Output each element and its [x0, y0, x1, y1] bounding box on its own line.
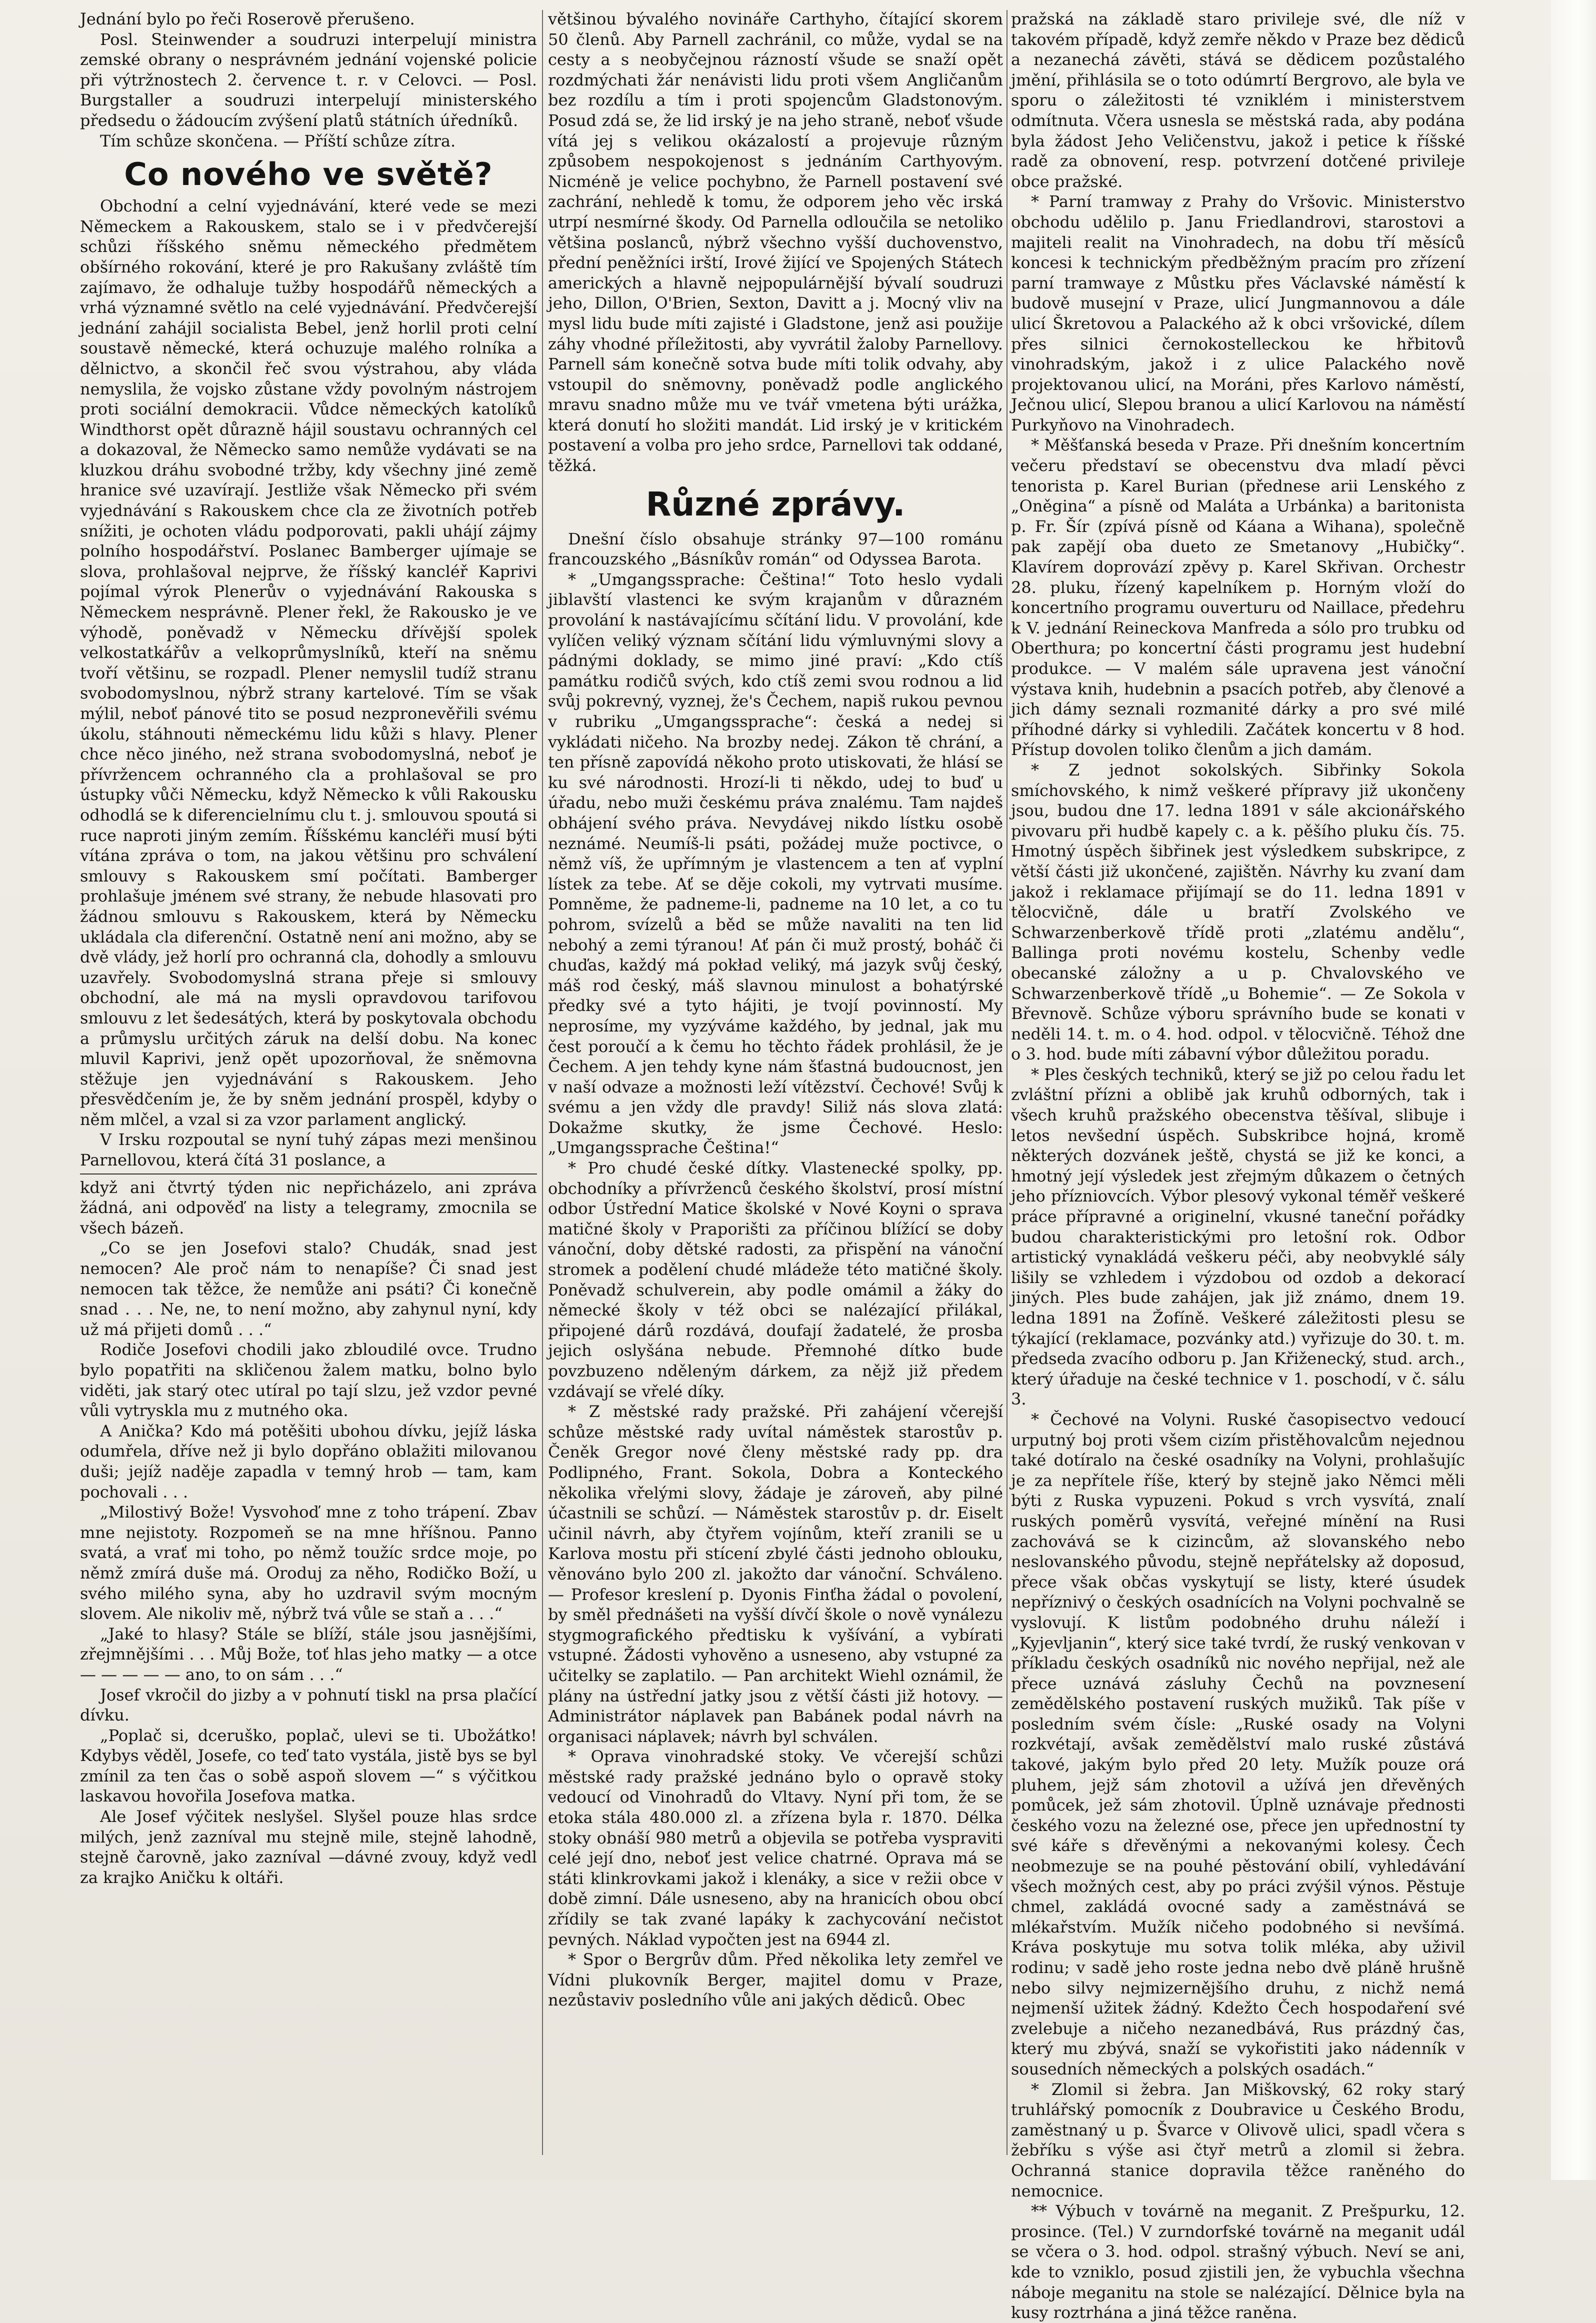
column1-top: [80, 9, 537, 151]
news-item: * Spor o Bergrův dům. Před několika lety zemřel ve Vídni plukovník Berger, majitel domu v Praze, nezůstaviv posledního vůle ani jakých dědiců. Obec: [548, 1950, 1003, 2010]
section-heading: Různé zprávy.: [646, 484, 906, 524]
news-item: * Měšťanská beseda v Praze. Při dnešním koncertním večeru představí se obecenstvu dva mladí pěvci tenorista p. Karel Burian (přednese arii Lenského z „Oněgina“ a písně od Maláta a Urbánka) a baritonista p. Fr. Šír (zpívá písně od Káana a Wihana), společně pak zapějí oba dueto ze Smetanovy „Hubičky“. Klavírem doprovází zpěvy p. Karel Skřivan. Orchestr 28. pluku, řízený kapelníkem p. Horným vloží do koncertního programu ouverturu od Naillace, předehru k V. jednání Reineckova Manfreda a sólo pro trubku od Oberthura; po koncertní části programu jest hudební produkce. — V malém sále upravena jest vánoční výstava knih, hudebnin a psacích potřeb, aby členové a jich dámy seznali rozmanité dárky a pro své milé příhodné dárky si vyhledili. Začátek koncertu v 8 hod. Přístup dovolen toliko členům a jich damám.: [1011, 436, 1465, 760]
news-item: * Parní tramway z Prahy do Vršovic. Ministerstvo obchodu udělilo p. Janu Friedlandrovi, starostovi a majiteli realit na Vinohradech, na dobu tří měsíců koncesi k technickým předběžným pracím pro zřízení parní tramwaye z Můstku přes Václavské náměstí k budově musejní v Praze, ulicí Jungmannovou a dále ulicí Škretovou a Palackého až k obci vršovické, dílem přes silnici černokostelleckou ke hřbitovů vinohradským, jakož i z ulice Palackého nově projektovanou ulicí, na Moráni, přes Karlovo náměstí, Ječnou ulicí, Slepou branou a ulicí Karlovou na náměstí Purkyňovo na Vinohradech.: [1011, 192, 1465, 434]
paragraph: „Milostivý Bože! Vysvohoď mne z toho trápení. Zbav mne nejistoty. Rozpomeň se na mne hříšnou. Panno svatá, a vrať mi toho, po němž toužíc srdce moje, po němž zmírá duše má. Oroduj za něho, Rodičko Boží, u svého milého syna, aby ho uzdravil svým mocným slovem. Ale nikoliv mě, nýbrž tvá vůle se staň a . . .“: [80, 1502, 537, 1624]
paragraph: Dnešní číslo obsahuje stránky 97—100 románu francouzského „Básníkův román“ od Odyssea Barota.: [548, 529, 1003, 569]
paragraph: Tím schůze skončena. — Příští schůze zítra.: [100, 131, 456, 150]
column-divider: [542, 10, 543, 2155]
paragraph: Posl. Steinwender a soudruzi interpelují ministra zemské obrany o nesprávném jednání vojenské policie při výtržnostech 2. července t. r. v Celovci. — Posl. Burgstaller a soudruzi interpelují ministerského předsedu o žádoucím zvýšení platů státních úředníků.: [80, 30, 537, 130]
paragraph: Ale Josef výčitek neslyšel. Slyšel pouze hlas srdce milých, jenž zazníval mu stejně mile, stejně lahodně, stejně čarovně, jako zazníval —dávné zvouy, když vedl za krajko Aničku k oltáři.: [80, 1807, 537, 1887]
news-item: * Ples českých techniků, který se již po celou řadu let zvláštní přízni a oblibě jak kruhů odborných, tak i všech kruhů pražského obecenstva těšíval, slibuje i letos nevšední úspěch. Subskribce hojná, kromě některých dozvánek ještě, chystá se již ke konci, a hmotný její výsledek jest zřejmým důkazem o četných jeho přízniovcích. Výbor plesový vykonal téměř veškeré práce přípravné a originelní, vkusné taneční pořádky budou charakteristickými pro letošní rok. Odbor artistický vynakládá veškeru péči, aby neobvyklé sály lišily se vzhledem i výzdobou od ozdob a dekorací jiných. Ples bude zahájen, jak již známo, dnem 19. ledna 1891 na Žofíně. Veškeré záležitosti plesu se týkající (reklamace, pozvánky atd.) vyřizuje do 30. t. m. předseda zvacího odboru p. Jan Křiženecký, stud. arch., který úřaduje na české technice v 1. poschodí, v č. sálu 3.: [1011, 1064, 1465, 1409]
paragraph: „Jaké to hlasy? Stále se blíží, stále jsou jasnějšími, zřejmnějšími . . . Můj Bože, toť hlas jeho matky — a otce — — — — — ano, to on sám . . .“: [80, 1624, 537, 1684]
news-item: * Z městské rady pražské. Při zahájení včerejší schůze městské rady uvítal náměstek starostův p. Čeněk Gregor nové členy městské rady pp. dra Podlipného, Frant. Sokola, Dobra a Konteckého několika vřelými slovy, žádaje je zároveň, aby pilné účastnili se schůzí. — Náměstek starostův p. dr. Eiselt učinil návrh, aby čtyřem vojínům, kteří zranili se u Karlova mostu při stícení zbylé části jednoho oblouku, věnováno bylo 200 zl. jakožto dar vánoční. Schváleno. — Profesor kreslení p. Dyonis Finťha žádal o povolení, by směl přednášeti na vyšší dívčí škole o nově vynálezu stygmografického předtisku k vyšívání, a vybírati vstupné. Žádosti vyhověno a usneseno, aby vstupné za učitelky se zaplatilo. — Pan architekt Wiehl oznámil, že plány na ústřední jatky jsou z větší části již hotovy. — Administrátor náplavek pan Babánek podal návrh na organisaci náplavek; návrh byl schválen.: [548, 1402, 1003, 1746]
paragraph: většinou bývalého novináře Carthyho, čítající skorem 50 členů. Aby Parnell zachránil, co může, vydal se na cesty a s neobyčejnou rázností všude se snaží opět rozdmýchati žár nenávisti lidu proti všem Angličanům bez rozdílu a tím i proti spojencům Gladstonovým. Posud zdá se, že lid irský je na jeho straně, neboť všude vítá jej s velikou okázalostí a projevuje různým způsobem nespokojenost s jednáním Carthyovým. Nicméně je velice pochybno, že Parnell postavení své zachrání, nehledě k tomu, že odporem jeho věc irská utrpí nesmírné škody. Od Parnella odloučila se netoliko většina poslanců, nýbrž všechno vyšší duchovenstvo, přední peněžníci irští, Irové žijící ve Spojených Státech amerických a hlavně nejpopulárnější bývalí soudruzi jeho, Dillon, O'Brien, Sexton, Davitt a j. Mocný vliv na mysl lidu bude míti zajisté i Gladstone, jenž asi použije záhy vhodné příležitosti, aby vyvrátil žaloby Parnellovy. Parnell sám konečně sotva bude míti tolik odvahy, aby vstoupil do sněmovny, poněvadž podle anglického mravu snadno může mu ve tvář vmetena býti urážka, která donutí ho složiti mandát. Lid irský je v kritickém postavení a volba pro jeho srdce, Parnellovi tak oddané, těžká.: [548, 10, 1003, 476]
paragraph: V Irsku rozpoutal se nyní tuhý zápas mezi menšinou Parnellovou, která čítá 31 poslance, a: [80, 1130, 537, 1170]
news-item: * Zlomil si žebra. Jan Miškovský, 62 roky starý truhlářský pomocník z Doubravice u Českého Brodu, zaměstnaný u p. Švarce v Olivově ulici, spadl včera s žebříku s výše asi čtyř metrů a zlomil si žebra. Ochranná stanice dopravila těžce raněného do nemocnice.: [1011, 2080, 1465, 2200]
column-3: [1011, 9, 1465, 2322]
news-item: * Čechové na Volyni. Ruské časopisectvo vedoucí urputný boj proti všem cizím přistěhovalcům nejednou také dotíralo na české osadníky na Volyni, prohlašujíc je za nepřítele říše, který by stejně jako Němci měli býti z Ruska vypuzeni. Pokud s vrch vysvítá, znalí ruských poměrů vysvítá, veřejné mínění na Rusi zachovává se k cizincům, až slovanského nebo neslovanského původu, stejně nepřátelsky až doposud, přece však občas vyskytují se listy, které úsudek nepříznivý o českých osadnících na Volyni pochvalně se vyslovují. K listům podobného druhu náleží i „Kyjevljanin“, který sice také tvrdí, že ruský venkovan v příkladu českých osadníků nic nového nepřijal, než ale přece uznává zásluhy Čechů na povznesení zemědělského postavení ruských mužiků. Tak píše v posledním svém čísle: „Ruské osady na Volyni rozkvétají, avšak zemědělství malo ruské zůstává takové, jakým bylo před 20 lety. Mužík pouze orá pluhem, jejž sám zhotovil a užívá jen dřevěných pomůcek, jež sám zhotovil. Úplně uznávaje přednosti českého vozu na železné ose, přece jen upřednostní ty své káře s dřevěnými a nekovanými kolesy. Čech neobmezuje se na pouhé pěstování obilí, vyhledávání všech možných cest, aby po práci zvýšil výnos. Pěstuje chmel, zakládá ovocné sady a zaměstnává se mlékařstvím. Mužík ničeho podobného si nevšímá. Kráva poskytuje mu sotva tolik mléka, aby uživil rodinu; v sadě jeho roste jedna nebo dvě pláně hrušně nebo silvy nejmizernějšího druhu, z nichž nemá nejmenší užitek žádný. Kdežto Čech hospodaření své zvelebuje a ničeho nezanedbává, Rus prázdný čas, který mu zbývá, snaží se vykořistiti jako nádenník v sousedních německých a polských osadách.“: [1011, 1410, 1465, 2078]
paragraph: Jednání bylo po řeči Roserově přerušeno.: [80, 10, 415, 28]
paragraph: Obchodní a celní vyjednávání, které vede se mezi Německem a Rakouskem, stalo se i v předvčerejší schůzi říšského sněmu německého předmětem obšírného rokování, které je pro Rakušany zvláště tím zajímavo, že odhaluje tužby hospodářů německých a vrhá významné světlo na celé vyjednávání. Předvčerejší jednání zahájil socialista Bebel, jenž horlil proti celní soustavě německé, která ochuzuje malého rolníka a dělnictvo, a skončil řeč svou výstrahou, aby vláda nemyslila, že vojsko zůstane vždy povolným nástrojem proti sociální demokracii. Vůdce německých katolíků Windthorst opět důrazně hájil soustavu ochranných cel a dokazoval, že Německo samo nemůže vydávati se na kluzkou dráhu svobodné tržby, kdy všechny jiné země hranice své uzavírají. Jestliže však Německo při svém vyjednávání s Rakouskem chce cla ze životních potřeb snížiti, je ochoten vládu podporovati, pakli uhájí zájmy polního hospodářství. Poslanec Bamberger ujímaje se slova, prohlašoval nejprve, že říšský kancléř Kaprivi pojímal výrok Plenerův o vyjednávání Rakouska s Německem nesprávně. Plener řekl, že Rakousko je ve výhodě, poněvadž v Německu dřívější spolek velkostatkářův a velkoprůmyslníků, kteří na sněmu tvoří většinu, se rozpadl. Plener nemyslil tudíž stranu svobodomyslnou, nýbrž strany kartelové. Tím se však mýlil, neboť pánové tito se posud nezpronevěřili svému úkolu, stáhnouti německému lidu kůži s hlavy. Plener chce něco jiného, než strana svobodomyslná, neboť je přívržencem ochranného cla a prohlašoval se pro ústupky vůči Německu, když Německo k vůli Rakousku odhodlá se k diferencielnímu clu t. j. smlouvou spoutá si ruce naproti jiným zemím. Říšskému kancléři musí býti vítána zpráva o tom, na jakou většinu pro schválení smlouvy s Rakouskem smí počítati. Bamberger prohlašuje jménem své strany, že nebude hlasovati pro žádnou smlouvu s Rakouskem, která by Německu ukládala cla diferenční. Ostatně není ani možno, aby se dvě vlády, jež horlí pro ochranná cla, dohodly a smlouvu uzavřely. Svobodomyslná strana přeje si smlouvy obchodní, ale má na mysli opravdovou tarifovou smlouvu z let šedesátých, která by poskytovala obchodu a průmyslu určitých záruk na delší dobu. Na konec mluvil Kaprivi, jenž opět upozorňoval, že sněmovna stěžuje jen vyjednávání s Rakouskem. Jeho přesvědčením je, že by sněm jednání prospěl, kdyby o něm mlčel, a vzal si za vzor parlament anglický.: [80, 196, 537, 1129]
paragraph: pražská na základě staro privileje své, dle níž v takovém případě, když zemře někdo v Praze bez dědiců a nezanechá závěti, stává se dědicem pozůstalého jmění, přihlásila se o toto odúmrtí Bergrovo, ale byla ve sporu o záležitosti té vzniklém i ministerstvem odmítnuta. Včera usnesla se městská rada, aby podána byla žádost Jeho Veličenstvu, jakož i petice k říšské radě za obnovení, resp. potvrzení dotčené privileje obce pražské.: [1011, 10, 1465, 191]
paragraph: Josef vkročil do jizby a v pohnutí tiskl na prsa plačící dívku.: [80, 1685, 537, 1725]
section-heading: Co nového ve světě?: [124, 156, 493, 193]
paragraph: „Co se jen Josefovi stalo? Chudák, snad jest nemocen? Ale proč nám to nenapíše? Či snad jest nemocen tak těžce, že nemůže ani psáti? Či konečně snad . . . Ne, ne, to není možno, aby zahynul nyní, kdy už má přijeti domů . . .“: [80, 1238, 537, 1339]
news-item: * „Umgangssprache: Čeština!“ Toto heslo vydali jiblavští vlastenci ke svým krajanům v důrazném provolání k nastávajícímu sčítání lidu. V provolání, kde vylíčen veliký význam sčítání lidu výmluvnými slovy a pádnými doklady, se mimo jiné praví: „Kdo ctíš památku rodičů svých, kdo ctíš zemi svou rodnou a lid svůj pokrevný, vyznej, že's Čechem, napiš rukou pevnou v rubriku „Umgangssprache“: česká a nedej si vykládati ničeho. Na brozby nedej. Zákon tě chrání, a ten přísně zapovídá někoho proto utiskovati, že hlásí se ku své národnosti. Hrozí-li ti někdo, udej to buď u úřadu, nebo muži českému práva znalému. Tam najdeš obhájení svého práva. Nevydávej nikdo lístku osobě neznámé. Neumíš-li psáti, požádej muže poctivce, o němž víš, že upřímným je vlastencem a ten ať vyplní lístek za tebe. Ať se děje cokoli, my vytrvati musíme. Pomněme, že padneme-li, padneme na 10 let, a co tu pohrom, svízelů a běd se může navaliti na ten lid nebohý a zemi týranou! Ať pán či muž prostý, boháč či chuďas, každý má pokład veliký, má jazyk svůj český, máš rod český, máš slavnou minulost a bohatýrské předky své a tyto hájiti, je tvojí povinností. My neprosíme, my vyzýváme každého, by jednal, jak mu čest poroučí a k čemu ho těchto řádek prohlásil, že je Čechem. A jen tehdy kyne nám šťastná budoucnost, jen v naší odvaze a možnosti leží vítězství. Čechové! Svůj k svému a jen vždy dle pravdy! Siliž nás slova zlatá: Dokažme skutky, že jsme Čechové. Heslo: „Umgangssprache Čeština!“: [548, 570, 1003, 1158]
column-1: [80, 9, 537, 2159]
feuilleton-story: [80, 1178, 537, 1888]
news-item: * Z jednot sokolských. Sibřinky Sokola smíchovského, k nimž veškeré přípravy již ukončeny jsou, budou dne 17. ledna 1891 v sále akcionářského pivovaru při hudbě kapely c. a k. pěšího pluku čís. 75. Hmotný úspěch šibřinek jest výsledkem subskripce, z větší části již ukončené, zajištěn. Návrhy ku zvaní dam jakož i reklamace přijímají se do 11. ledna 1891 v tělocvičně, dále u bratří Zvolského ve Schwarzenberkově třídě proti „zlatému andělu“, Ballinga proti novému kostelu, Schenby vedle obecanské záložny a u p. Chvalovského ve Schwarzenberkově třídě „u Bohemie“. — Ze Sokola v Břevnově. Schůze výboru správního bude se konati v neděli 14. t. m. o 4. hod. odpol. v tělocvičně. Téhož dne o 3. hod. bude míti zábavní výbor důležitou poradu.: [1011, 760, 1465, 1064]
paragraph: když ani čtvrtý týden nic nepřicházelo, ani zpráva žádná, ani odpověď na listy a telegramy, zmocnila se všech bázeň.: [80, 1178, 537, 1238]
news-item: * Pro chudé české dítky. Vlastenecké spolky, pp. obchodníky a přívrženců českého školství, prosí místní odbor Ústřední Matice školské v Nové Koyni o sprava matičné školy v Praporišti za příčinou blížící se doby vánoční, doby dětské radosti, za přispění na vánoční stromek a podělení chudé mládeže této matičné školy. Poněvadž schulverein, aby podle omámil a žáky do německé školy v též obci se nalézající přilákal, připojené dárů rozdává, doufají žadatelé, že prosba jejich oslyšána nebude. Přemnohé dítko bude povzbuzeno nděleným dárkem, za nějž již předem vzdávají se vřelé díky.: [548, 1158, 1003, 1401]
paragraph: Rodiče Josefovi chodili jako zbloudilé ovce. Trudno bylo popatřiti na skličenou žalem matku, bolno bylo viděti, jak starý otec utíral po tají slzu, jež vzdor pevné vůli vytryskla mu z mutného oka.: [80, 1340, 537, 1420]
page-margin: [1551, 0, 1596, 2180]
news-item: ** Výbuch v továrně na meganit. Z Prešpurku, 12. prosince. (Tel.) V zurndorfské továrně na meganit udál se včera o 3. hod. odpol. strašný výbuch. Neví se ani, kde to vzniklo, posud zjistili jen, že vybuchla všechna náboje meganitu na stole se nalézající. Dělnice byla na kusy roztrhána a jiná těžce raněna.: [1011, 2202, 1465, 2322]
paragraph: „Poplač si, dceruško, poplač, ulevi se ti. Ubožátko! Kdybys věděl, Josefe, co teď tato vystála, jistě bys se byl zmínil za ten čas o sobě aspoň slovem —“ s výčitkou laskavou hovořila Josefova matka.: [80, 1726, 537, 1806]
news-item: * Oprava vinohradské stoky. Ve včerejší schůzi městské rady pražské jednáno bylo o opravě stoky vedoucí od Vinohradů do Vltavy. Nyní při tom, že se etoka stála 480.000 zl. a zřízena byla r. 1870. Délka stoky obnáší 980 metrů a objevila se potřeba vyspraviti celé její dno, neboť jest velice chatrné. Oprava má se státi klinkrovkami jakož i klenáky, a sice v režii obce v době zimní. Dále usneseno, aby na hranicích obou obcí zřídily se tak zvané lapáky k zachycování nečistot pevných. Náklad vypočten jest na 6944 zl.: [548, 1747, 1003, 1949]
paragraph: A Anička? Kdo má potěšiti ubohou dívku, jejíž láska odumřela, dříve než ji bylo dopřáno oblažiti milovanou duši; jejíž naděje zapadla v temný hrob — tam, kam pochovali . . .: [80, 1421, 537, 1502]
column-2: [548, 9, 1003, 2159]
column-divider: [1006, 10, 1008, 2155]
